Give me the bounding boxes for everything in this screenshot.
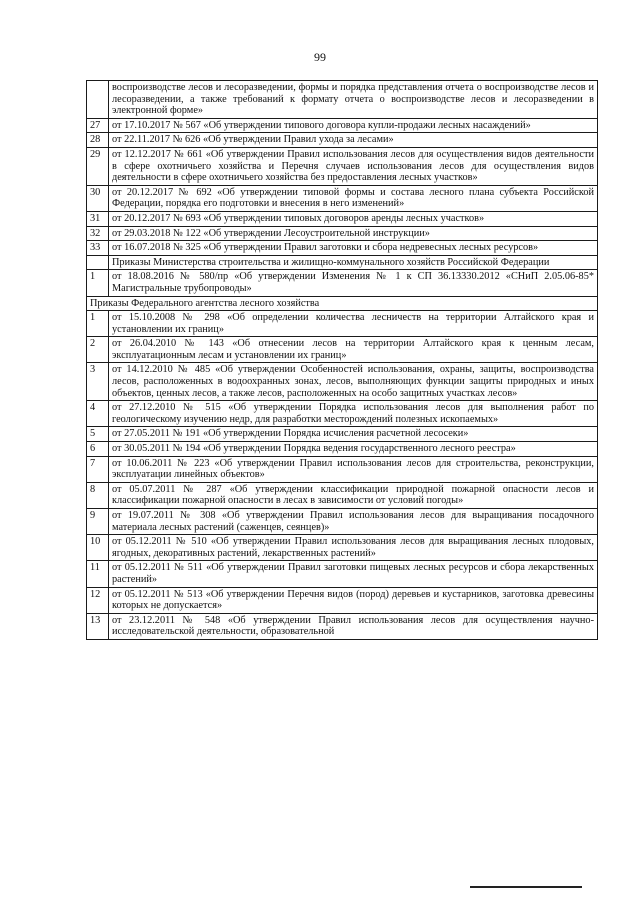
table-row xyxy=(87,226,598,241)
row-text: от 16.07.2018 № 325 «Об утверждении Правил заготовки и сбора недревесных лесных ресурсов» xyxy=(109,241,598,256)
row-number: 30 xyxy=(87,185,109,211)
row-text: от 20.12.2017 № 693 «Об утверждении типовых договоров аренды лесных участков» xyxy=(109,211,598,226)
row-text: от 05.12.2011 № 511 «Об утверждении Правил заготовки пищевых лесных ресурсов и сбора лекарственных растений» xyxy=(109,561,598,587)
row-number: 5 xyxy=(87,427,109,442)
table-row xyxy=(87,587,598,613)
row-text: Приказы Министерства строительства и жилищно-коммунального хозяйств Российской Федерации xyxy=(109,255,598,270)
row-number: 6 xyxy=(87,442,109,457)
table-row xyxy=(87,185,598,211)
row-number: 1 xyxy=(87,270,109,296)
row-text: от 19.07.2011 № 308 «Об утверждении Правил использования лесов для выращивания посадочного материала лесных растений (саженцев, сеянцев)» xyxy=(109,509,598,535)
row-text: от 05.07.2011 № 287 «Об утверждении классификации природной пожарной опасности лесов и классификации пожарной опасности в лесах в зависимости от условий погоды» xyxy=(109,482,598,508)
row-number: 29 xyxy=(87,147,109,185)
table-row xyxy=(87,270,598,296)
footer-divider xyxy=(470,886,582,888)
row-text: от 18.08.2016 № 580/пр «Об утверждении Изменения № 1 к СП 36.13330.2012 «СНиП 2.05.06-85* Магистральные трубопроводы» xyxy=(109,270,598,296)
table-row xyxy=(87,427,598,442)
row-number: 13 xyxy=(87,613,109,639)
row-number: 8 xyxy=(87,482,109,508)
row-text: от 05.12.2011 № 513 «Об утверждении Перечня видов (пород) деревьев и кустарников, заготовка древесины которых не допускается» xyxy=(109,587,598,613)
row-number: 11 xyxy=(87,561,109,587)
row-text: от 12.12.2017 № 661 «Об утверждении Правил использования лесов для осуществления видов деятельности в сфере охотничьего хозяйства и Перечня случаев использования лесов для осуществления видов деятельности в сфере охотничьего хозяйства без предоставления лесных участков» xyxy=(109,147,598,185)
table-row xyxy=(87,337,598,363)
row-text: от 30.05.2011 № 194 «Об утверждении Порядка ведения государственного лесного реестра» xyxy=(109,442,598,457)
table-row xyxy=(87,255,598,270)
page-number: 99 xyxy=(314,50,326,64)
row-text: от 29.03.2018 № 122 «Об утверждении Лесоустроительной инструкции» xyxy=(109,226,598,241)
row-text: от 22.11.2017 № 626 «Об утверждении Правил ухода за лесами» xyxy=(109,133,598,148)
table-row xyxy=(87,535,598,561)
row-text: от 27.12.2010 № 515 «Об утверждении Порядка использования лесов для выполнения работ по геологическому изучению недр, для разработки месторождений полезных ископаемых» xyxy=(109,401,598,427)
row-text: воспроизводстве лесов и лесоразведении, формы и порядка представления отчета о воспроизводстве лесов и лесоразведении, а также требований к формату отчета о воспроизводстве лесов и лесоразведении в электронной форме» xyxy=(109,81,598,119)
table-row xyxy=(87,613,598,639)
row-text: от 05.12.2011 № 510 «Об утверждении Правил использования лесов для выращивания лесных плодовых, ягодных, декоративных растений, лекарственных растений» xyxy=(109,535,598,561)
table-row xyxy=(87,442,598,457)
row-text: от 23.12.2011 № 548 «Об утверждении Правил использования лесов для осуществления научно-исследовательской деятельности, образовательной xyxy=(109,613,598,639)
table-row xyxy=(87,509,598,535)
row-number: 31 xyxy=(87,211,109,226)
row-text: от 14.12.2010 № 485 «Об утверждении Особенностей использования, охраны, защиты, воспроизводства лесов, расположенных в водоохранных зонах, лесов, выполняющих функции защиты природных и иных объектов, ценных лесов, а также лесов, расположенных на особо защитных участках лесов» xyxy=(109,363,598,401)
row-text: от 10.06.2011 № 223 «Об утверждении Правил использования лесов для строительства, реконструкции, эксплуатации линейных объектов» xyxy=(109,456,598,482)
row-number: 27 xyxy=(87,118,109,133)
table-row xyxy=(87,241,598,256)
table-row xyxy=(87,81,598,119)
table-row xyxy=(87,211,598,226)
row-number: 7 xyxy=(87,456,109,482)
table-row xyxy=(87,482,598,508)
legal-acts-table xyxy=(86,80,598,640)
table-row xyxy=(87,456,598,482)
row-number: 32 xyxy=(87,226,109,241)
row-number: 10 xyxy=(87,535,109,561)
row-number xyxy=(87,81,109,119)
row-text: от 17.10.2017 № 567 «Об утверждении типового договора купли-продажи лесных насаждений» xyxy=(109,118,598,133)
row-number: 2 xyxy=(87,337,109,363)
table-row xyxy=(87,561,598,587)
row-number: 28 xyxy=(87,133,109,148)
table-row xyxy=(87,118,598,133)
row-text: от 15.10.2008 № 298 «Об определении количества лесничеств на территории Алтайского края и установлении их границ» xyxy=(109,311,598,337)
row-text: от 26.04.2010 № 143 «Об отнесении лесов на территории Алтайского края к ценным лесам, эксплуатационным лесам и установлении их границ» xyxy=(109,337,598,363)
table-row xyxy=(87,311,598,337)
table-row xyxy=(87,133,598,148)
row-text: от 27.05.2011 № 191 «Об утверждении Порядка исчисления расчетной лесосеки» xyxy=(109,427,598,442)
table-row xyxy=(87,363,598,401)
row-number: 12 xyxy=(87,587,109,613)
section-heading: Приказы Федерального агентства лесного хозяйства xyxy=(87,296,598,311)
row-number: 4 xyxy=(87,401,109,427)
row-number xyxy=(87,255,109,270)
row-number: 9 xyxy=(87,509,109,535)
row-number: 3 xyxy=(87,363,109,401)
table-row xyxy=(87,147,598,185)
row-number: 1 xyxy=(87,311,109,337)
table-row xyxy=(87,401,598,427)
section-heading-row xyxy=(87,296,598,311)
row-number: 33 xyxy=(87,241,109,256)
row-text: от 20.12.2017 № 692 «Об утверждении типовой формы и состава лесного плана субъекта Российской Федерации, порядка его подготовки и внесения в него изменений» xyxy=(109,185,598,211)
